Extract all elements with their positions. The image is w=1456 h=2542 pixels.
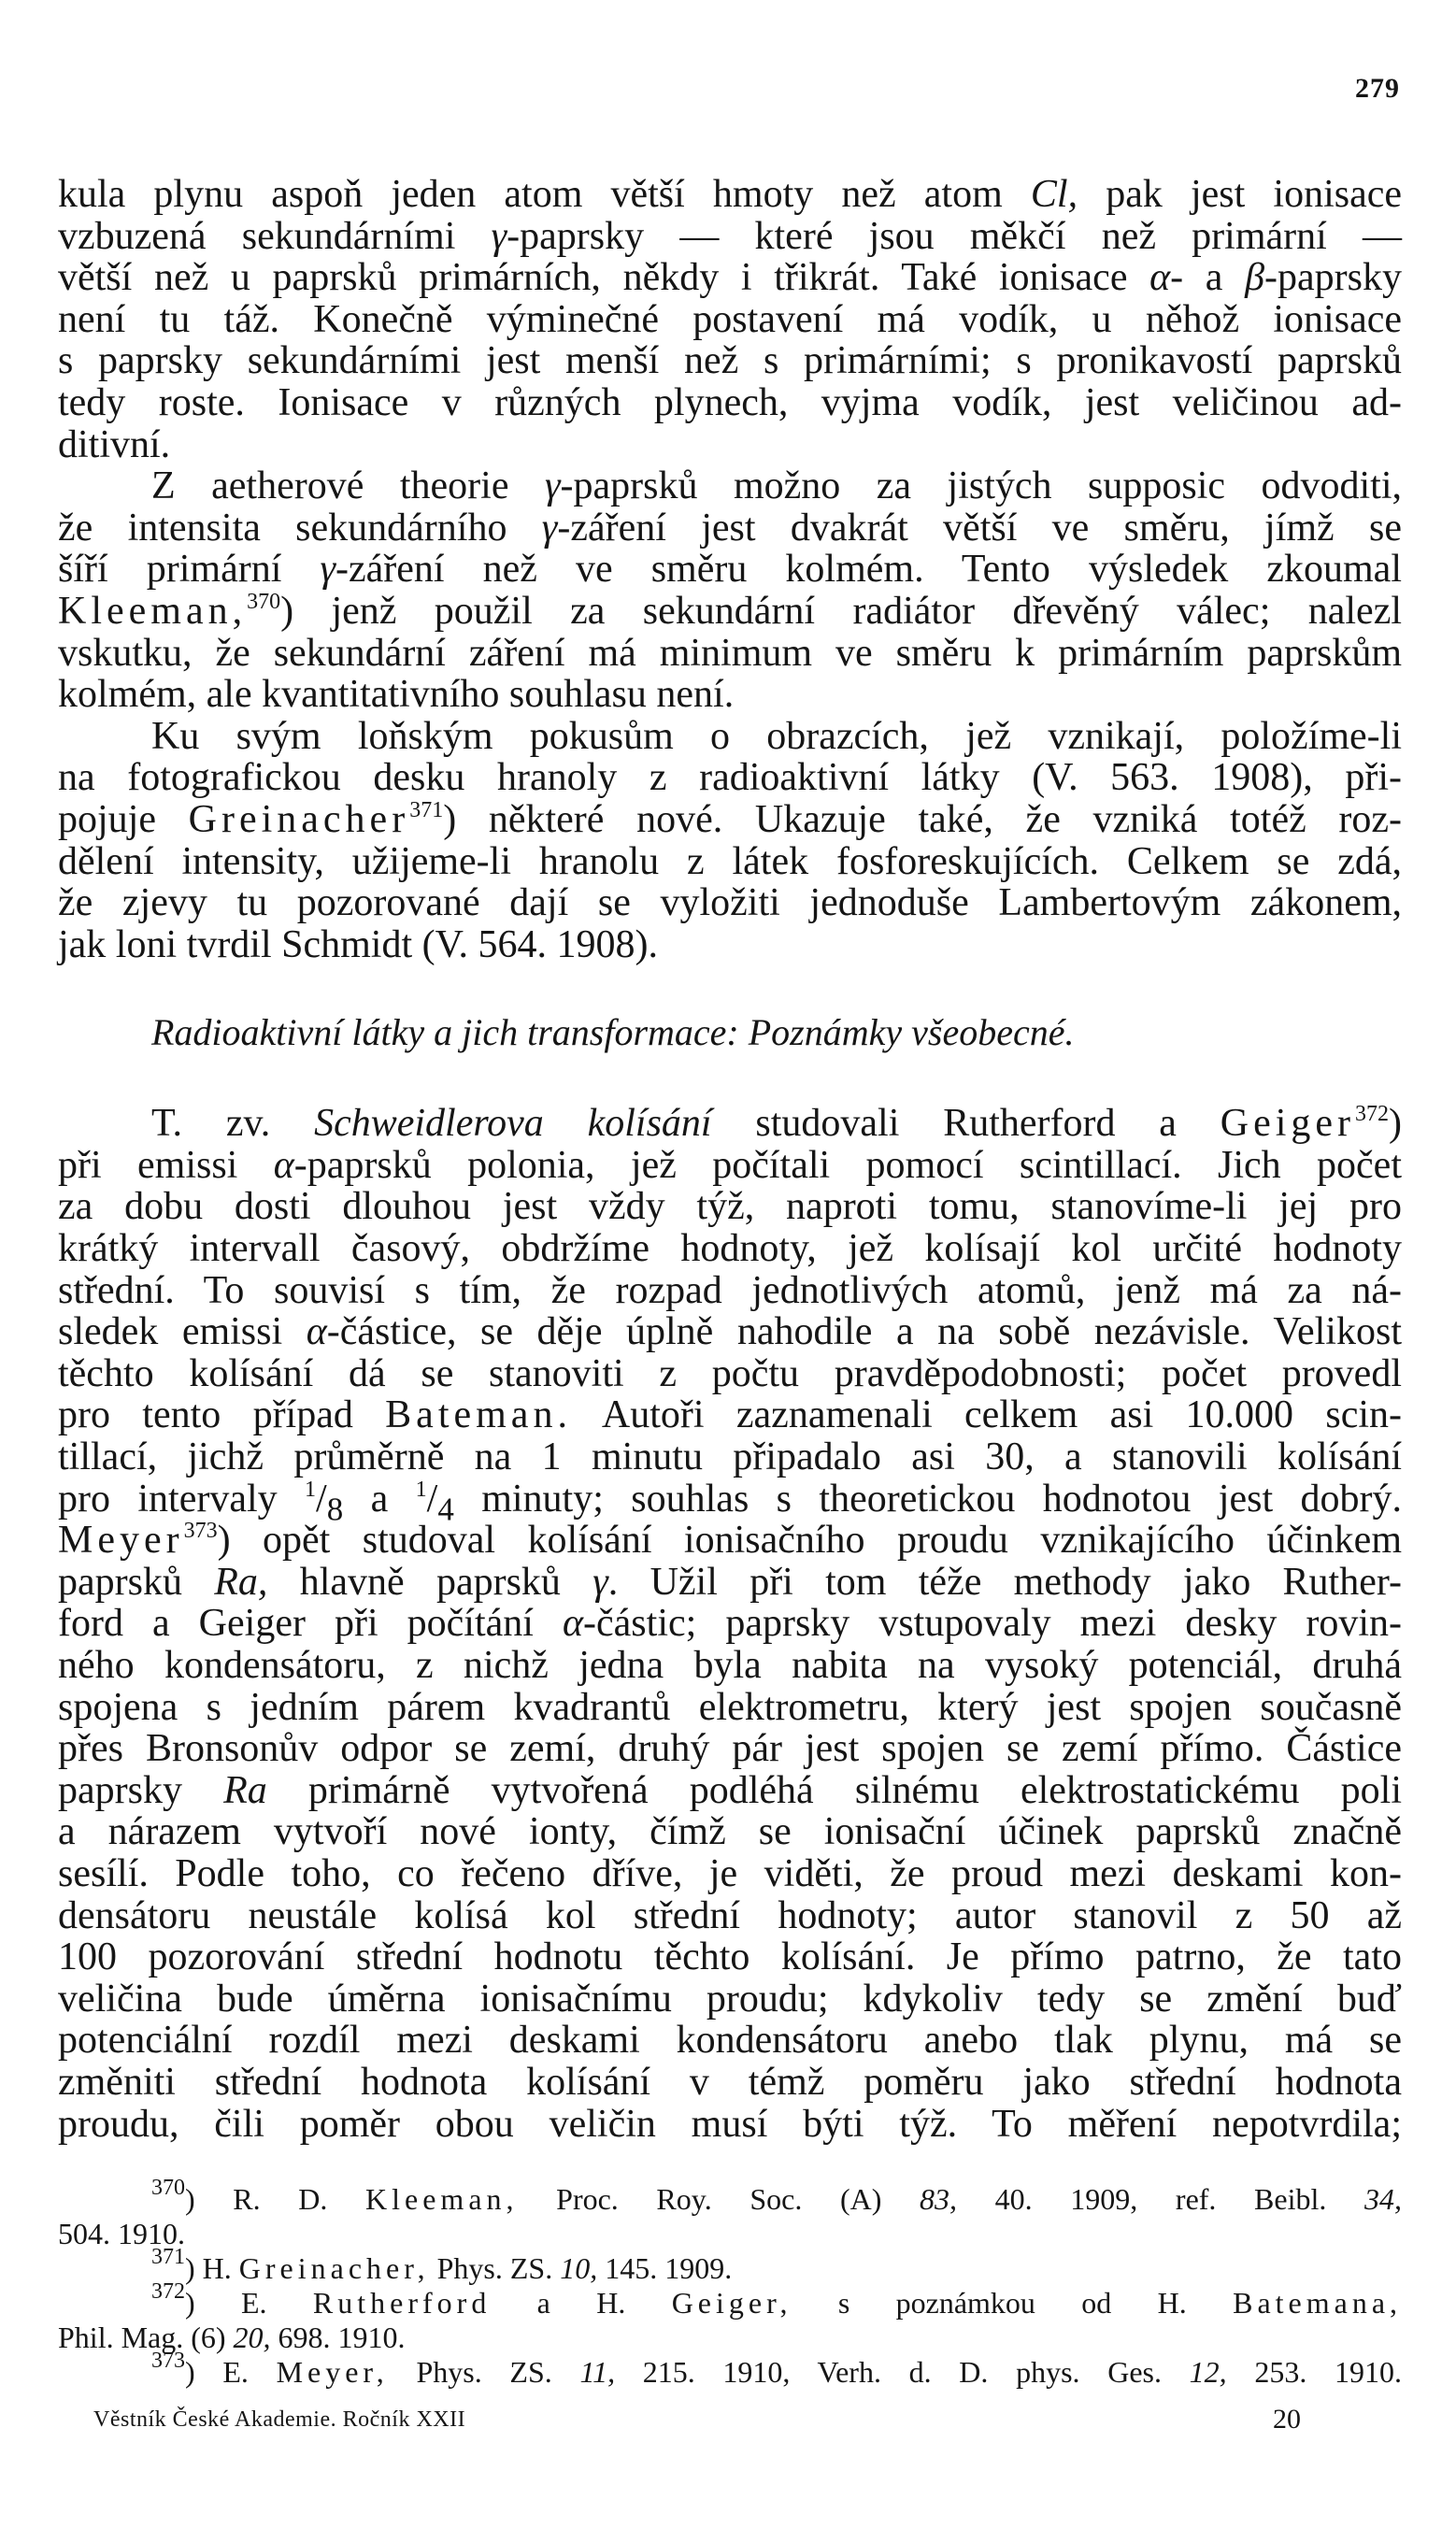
body-line: Z aetherové theorie γ-paprsků možno za jistých supposic odvoditi, (151, 464, 1402, 508)
section-heading: Radioaktivní látky a jich transformace: Poznámky všeobecné. (151, 1011, 1075, 1054)
body-line: jak loni tvrdil Schmidt (V. 564. 1908). (58, 922, 659, 966)
body-line: větší než u paprsků primárních, někdy i třikrát. Také ionisace α- a β-paprsky (58, 256, 1402, 300)
body-line: při emissi α-paprsků polonia, jež počítali pomocí scintillací. Jich počet (58, 1143, 1402, 1187)
body-line: tedy roste. Ionisace v různých plynech, vyjma vodík, jest veličinou ad- (58, 380, 1402, 424)
body-line: paprsky Ra primárně vytvořená podléhá silnému elektrostatickému poli (58, 1768, 1402, 1812)
body-line: densátoru neustále kolísá kol střední hodnoty; autor stanovil z 50 až (58, 1893, 1402, 1937)
body-line: vskutku, že sekundární záření má minimum ve směru k primárním paprskům (58, 631, 1402, 675)
body-line: není tu táž. Konečně výminečné postavení má vodík, u něhož ionisace (58, 297, 1402, 341)
body-line: sledek emissi α-částice, se děje úplně nahodile a na sobě nezávisle. Velikost (58, 1310, 1402, 1354)
body-line: pojuje Greinacher$^{371}$) některé nové. Ukazuje také, že vzniká totéž roz- (58, 797, 1402, 841)
footnote-line: $^{370}$) R. D. Kleeman, Proc. Roy. Soc. (A) 83, 40. 1909, ref. Beibl. 34, (151, 2176, 1403, 2216)
body-line: šíří primární γ-záření než ve směru kolmém. Tento výsledek zkoumal (58, 548, 1402, 592)
footnote-line: $^{373}$) E. Meyer, Phys. ZS. 11, 215. 1910, Verh. d. D. phys. Ges. 12, 253. 1910. (151, 2349, 1403, 2389)
body-line: spojena s jedním párem kvadrantů elektrometru, který jest spojen současně (58, 1685, 1402, 1729)
footnotes (58, 2176, 1403, 2390)
body-line: kolmém, ale kvantitativního souhlasu není. (58, 673, 735, 717)
footnote-line: $^{371}$) H. Greinacher, Phys. ZS. 10, 145. 1909. (151, 2245, 733, 2285)
body-text (58, 174, 1402, 2145)
body-line: kula plynu aspoň jeden atom větší hmoty než atom Cl, pak jest ionisace (58, 173, 1403, 216)
footnote-line: $^{372}$) E. Rutherford a H. Geiger, s poznámkou od H. Batemana, (151, 2279, 1403, 2320)
body-line: veličina bude úměrna ionisačnímu proudu; kdykoliv tedy se změní buď (58, 1977, 1402, 2021)
journal-title: Věstník České Akademie. Ročník XXII (93, 2407, 466, 2432)
body-line: potenciální rozdíl mezi deskami kondensátoru anebo tlak plynu, má se (58, 2019, 1402, 2063)
body-line: střední. To souvisí s tím, že rozpad jednotlivých atomů, jenž má za ná- (58, 1268, 1402, 1312)
footnote-line: 504. 1910. (58, 2217, 185, 2250)
footnote-line: Phil. Mag. (6) 20, 698. 1910. (58, 2321, 406, 2354)
body-line: ditivní. (58, 422, 171, 466)
body-line: změniti střední hodnota kolísání v témž poměru jako střední hodnota (58, 2060, 1402, 2104)
body-line: vzbuzená sekundárními γ-paprsky — které jsou měkčí než primární — (58, 214, 1403, 258)
body-line: s paprsky sekundárními jest menší než s primárními; s pronikavostí paprsků (58, 339, 1402, 383)
body-line: pro intervaly $^1/_8$ a $^1/_4$ minuty; souhlas s theoretickou hodnotou jest dobrý. (58, 1477, 1402, 1528)
body-line: že intensita sekundárního γ-záření jest dvakrát větší ve směru, jímž se (58, 506, 1402, 550)
body-line: za dobu dosti dlouhou jest vždy týž, naproti tomu, stanovíme-li jej pro (58, 1185, 1402, 1229)
body-line: přes Bronsonův odpor se zemí, druhý pár jest spojen se zemí přímo. Částice (58, 1727, 1402, 1771)
body-line: ford a Geiger při počítání α-částic; paprsky vstupovaly mezi desky rovin- (58, 1602, 1402, 1646)
body-line: tillací, jichž průměrně na 1 minutu připadalo asi 30, a stanovili kolísání (58, 1435, 1402, 1479)
body-line: a nárazem vytvoří nové ionty, čímž se ionisační účinek paprsků značně (58, 1810, 1402, 1854)
body-line: Kleeman,$^{370}$) jenž použil za sekundární radiátor dřevěný válec; nalezl (58, 589, 1402, 633)
body-line: paprsků Ra, hlavně paprsků γ. Užil při tom téže methody jako Ruther- (58, 1560, 1402, 1604)
body-line: dělení intensity, užijeme-li hranolu z látek fosforeskujících. Celkem se zdá, (58, 839, 1402, 883)
body-line: T. zv. Schweidlerova kolísání studovali Rutherford a Geiger$^{372}$) (151, 1102, 1403, 1146)
body-line: 100 pozorování střední hodnotu těchto kolísání. Je přímo patrno, že tato (58, 1935, 1402, 1979)
body-line: těchto kolísání dá se stanoviti z počtu pravděpodobnosti; počet provedl (58, 1351, 1402, 1395)
body-line: proudu, čili poměr obou veličin musí býti týž. To měření nepotvrdila; (58, 2102, 1402, 2146)
body-line: ného kondensátoru, z nichž jedna byla nabita na vysoký potenciál, druhá (58, 1644, 1402, 1687)
body-line: že zjevy tu pozorované dají se vyložiti jednoduše Lambertovým zákonem, (58, 881, 1402, 925)
page-number: 279 (1355, 73, 1400, 104)
signature-number: 20 (1273, 2404, 1301, 2435)
body-line: sesílí. Podle toho, co řečeno dříve, je viděti, že proud mezi deskami kon- (58, 1851, 1402, 1895)
body-line: Ku svým loňským pokusům o obrazcích, jež vznikají, položíme-li (151, 714, 1402, 758)
body-line: na fotografickou desku hranoly z radioaktivní látky (V. 563. 1908), při- (58, 756, 1402, 800)
body-line: Meyer$^{373}$) opět studoval kolísání ionisačního proudu vznikajícího účinkem (58, 1519, 1402, 1563)
body-line: pro tento případ Bateman. Autoři zaznamenali celkem asi 10.000 scin- (58, 1393, 1402, 1437)
body-line: krátký intervall časový, obdržíme hodnoty, jež kolísají kol určité hodnoty (58, 1227, 1402, 1271)
